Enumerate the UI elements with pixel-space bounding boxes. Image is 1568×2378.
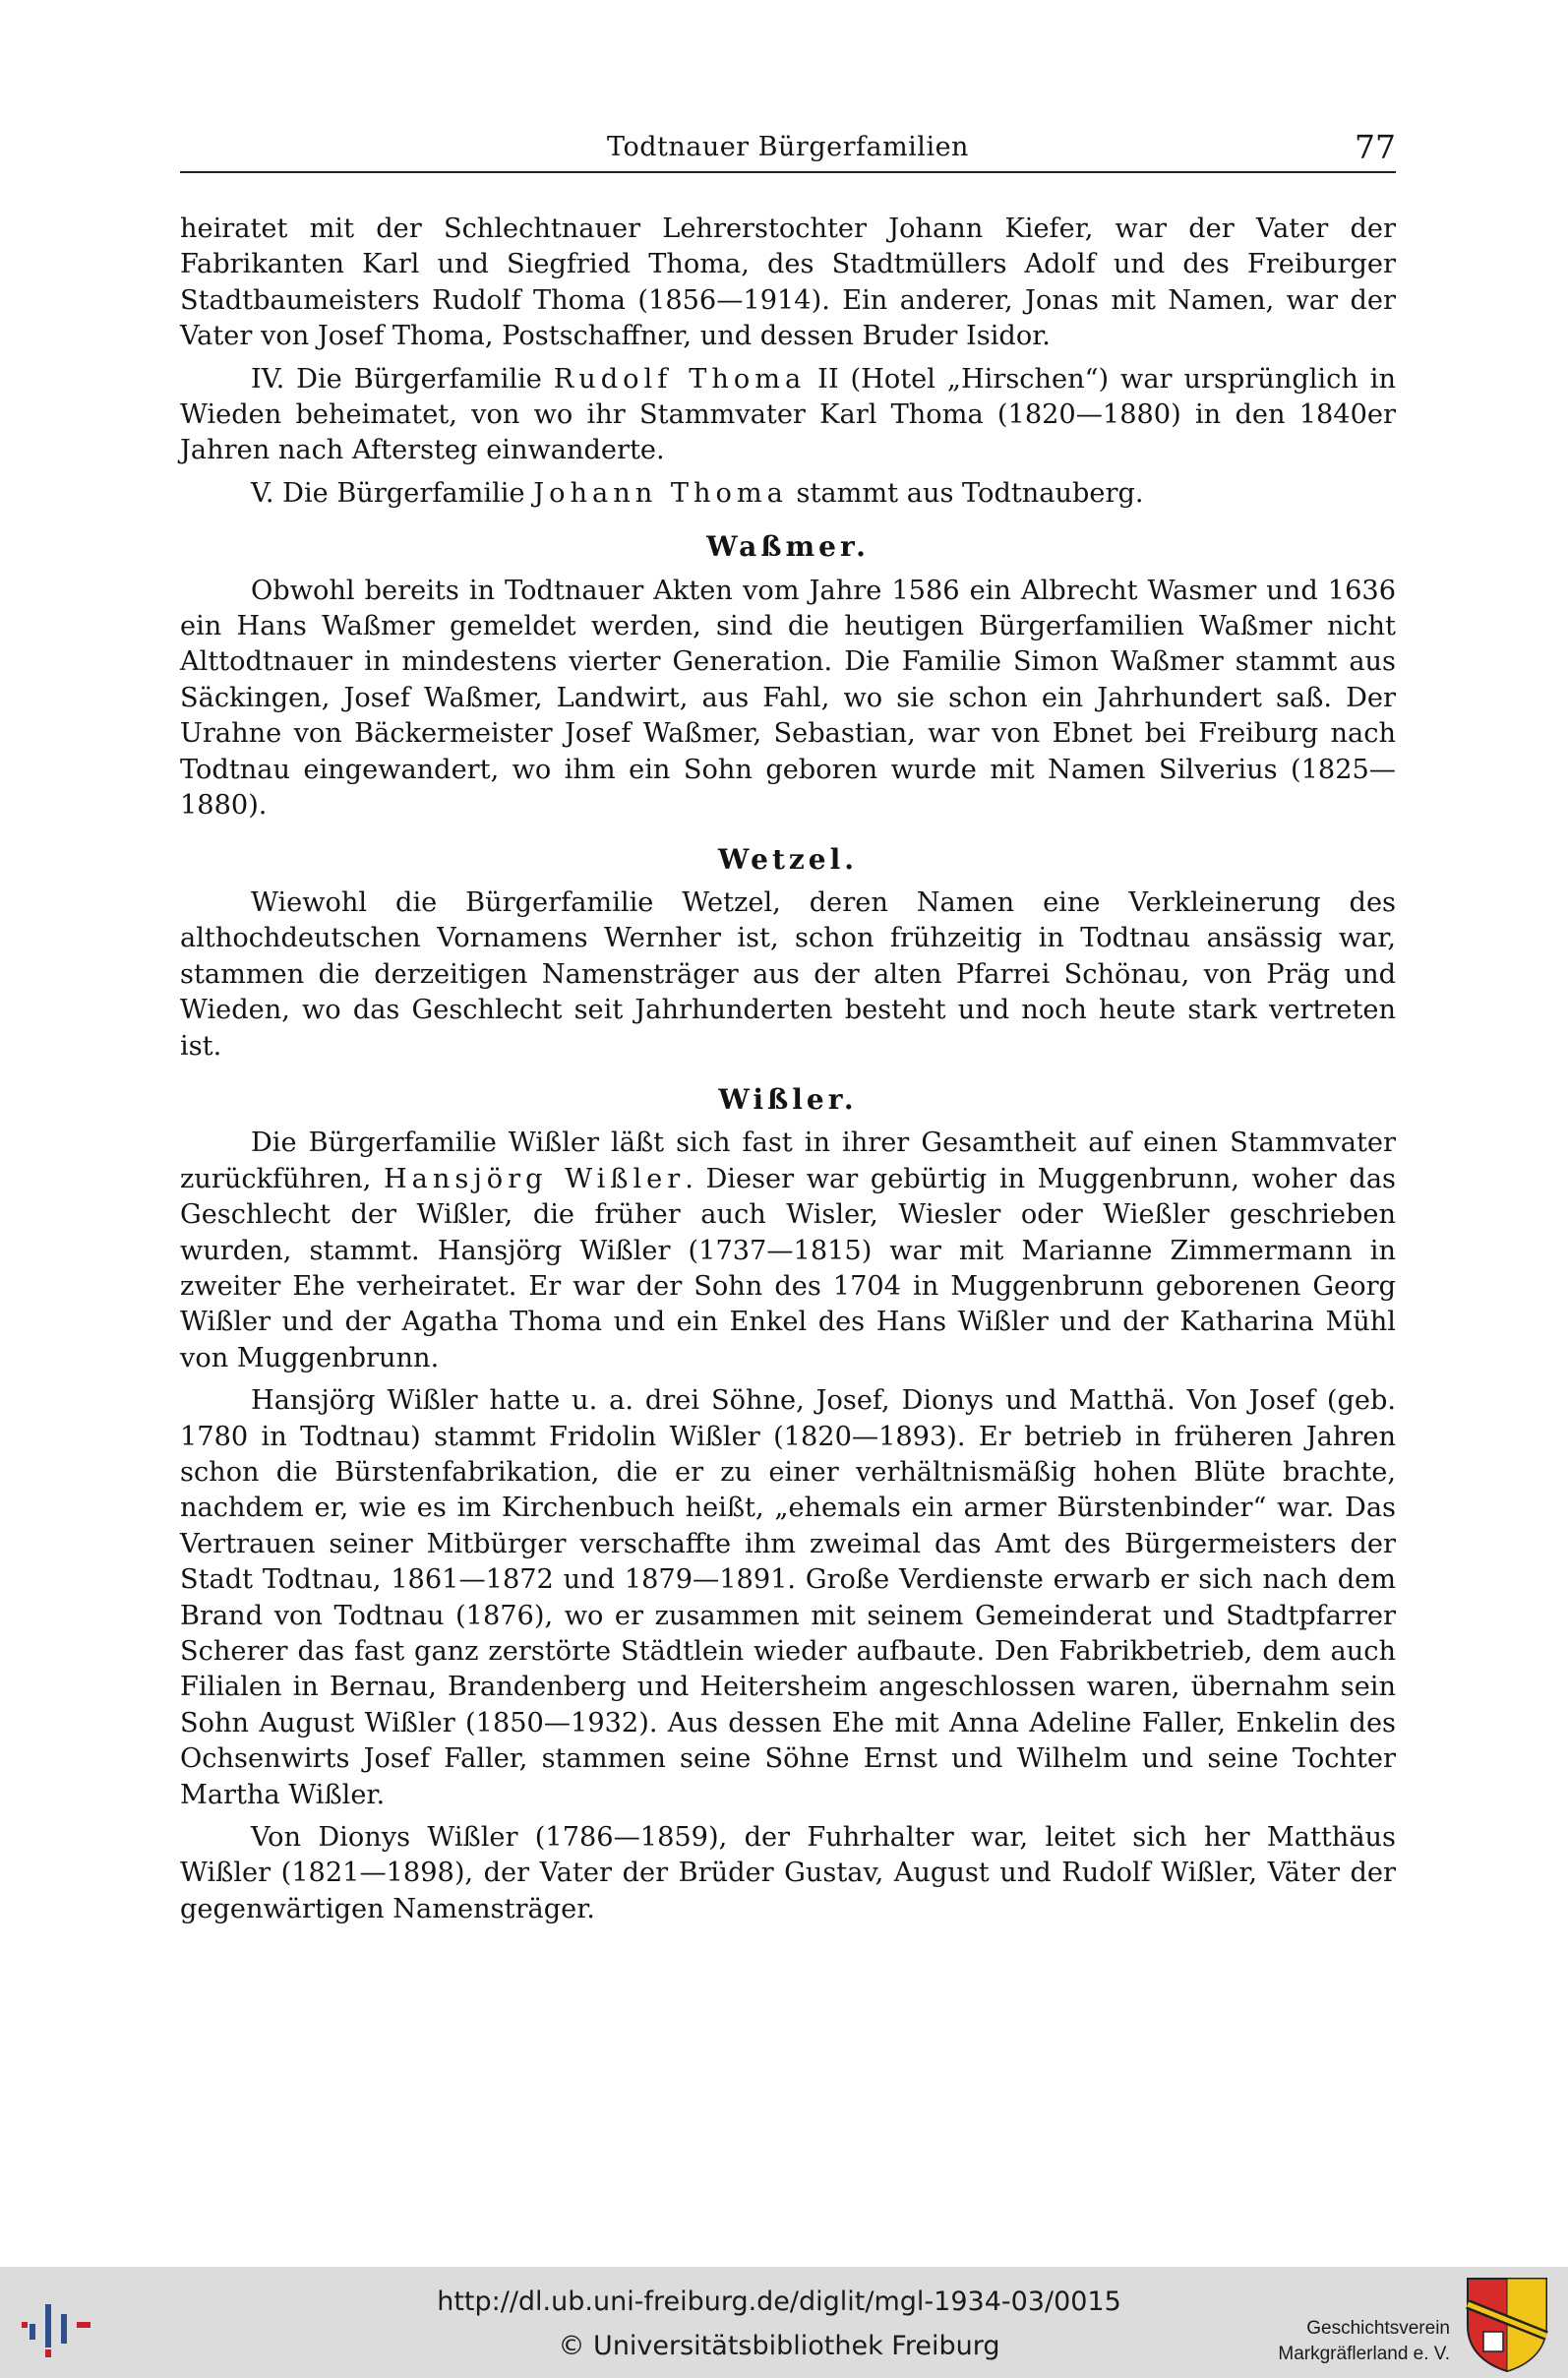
paragraph: Hansjörg Wißler hatte u. a. drei Söhne, Josef, Dionys und Matthä. Von Josef (geb. 1780 in Todtnau) stammt Fridolin Wißler (1820—1893). Er betrieb in früheren Jahren schon die Bürstenfabrikation, die er zu einer verhältnismäßig hohen Blüte brachte, nachdem er, wie es im Kirchenbuch heißt, „ehemals ein armer Bürstenbinder“ war. Das Vertrauen seiner Mitbürger verschaffte ihm zweimal das Amt des Bürgermeisters der Stadt Todtnau, 1861—1872 und 1879—1891. Große Verdienste erwarb er sich nach dem Brand von Todtnau (1876), wo er zusammen mit seinem Gemeinderat und Stadtpfarrer Scherer das fast ganz zerstörte Städtlein wieder aufbaute. Den Fabrikbetrieb, dem auch Filialen in Bernau, Brandenberg und Heitersheim angeschlossen waren, übernahm sein Sohn August Wißler (1850—1932). Aus dessen Ehe mit Anna Adeline Faller, Enkelin des Ochsenwirts Josef Faller, stammen seine Söhne Ernst und Wilhelm und seine Tochter Martha Wißler. — [180, 1385, 1396, 1810]
body-text — [180, 212, 1396, 1927]
copyright-text: © Universitätsbibliothek Freiburg — [558, 2331, 1000, 2361]
paragraph: IV. Die Bürgerfamilie Rudolf Thoma II (Hotel „Hirschen“) war ursprünglich in Wieden beheimatet, von wo ihr Stammvater Karl Thoma (1820—1880) in den 1840er Jahren nach Aftersteg einwanderte. — [180, 363, 1396, 466]
paragraph: Die Bürgerfamilie Wißler läßt sich fast in ihrer Gesamtheit auf einen Stammvater zurückführen, Hansjörg Wißler. Dieser war gebürtig in Muggenbrunn, woher das Geschlecht der Wißler, die früher auch Wisler, Wiesler oder Wießler geschrieben wurden, stammt. Hansjörg Wißler (1737—1815) war mit Marianne Zimmermann in zweiter Ehe verheiratet. Er war der Sohn des 1704 in Muggenbrunn geborenen Georg Wißler und der Agatha Thoma und ein Enkel des Hans Wißler und der Katharina Mühl von Muggenbrunn. — [180, 1128, 1396, 1373]
society-name: Geschichtsverein Markgräflerland e. V. — [1278, 2318, 1450, 2364]
spaced-name: Johann Thoma — [533, 477, 788, 509]
paragraph: V. Die Bürgerfamilie Johann Thoma stammt aus Todtnauberg. — [251, 477, 1144, 509]
paragraph: heiratet mit der Schlechtnauer Lehrerstochter Johann Kiefer, war der Vater der Fabrikanten Karl und Siegfried Thoma, des Stadtmüllers Adolf und des Freiburger Stadtbaumeisters Rudolf Thoma (1856—1914). Ein anderer, Jonas mit Namen, war der Vater von Josef Thoma, Postschaffner, und dessen Bruder Isidor. — [180, 213, 1396, 352]
ub-freiburg-logo-icon[interactable] — [22, 2294, 100, 2357]
permalink-url[interactable]: http://dl.ub.uni-freiburg.de/diglit/mgl-1934-03/0015 — [437, 2287, 1121, 2317]
paragraph: Obwohl bereits in Todtnauer Akten vom Jahre 1586 ein Albrecht Wasmer und 1636 ein Hans Waßmer gemeldet werden, sind die heutigen Bürgerfamilien Waßmer nicht Alttodtnauer in mindestens vierter Generation. Die Familie Simon Waßmer stammt aus Säckingen, Josef Waßmer, Landwirt, aus Fahl, wo sie schon ein Jahrhundert saß. Der Urahne von Bäckermeister Josef Waßmer, Sebastian, war von Ebnet bei Freiburg nach Todtnau eingewandert, wo ihm ein Sohn geboren wurde mit Namen Silverius (1825—1880). — [180, 575, 1396, 822]
running-header — [180, 128, 1396, 173]
spaced-name: Rudolf Thoma — [553, 363, 807, 395]
page-number: 77 — [1355, 128, 1396, 166]
running-title: Todtnauer Bürgerfamilien — [607, 132, 969, 162]
section-heading-wetzel: Wetzel. — [717, 842, 858, 876]
section-heading-wassmer: Waßmer. — [706, 530, 870, 564]
paragraph: Wiewohl die Bürgerfamilie Wetzel, deren Namen eine Verkleinerung des althochdeutschen Vornamens Wernher ist, schon frühzeitig in Todtnau ansässig war, stammen die derzeitigen Namensträger aus der alten Pfarrei Schönau, von Präg und Wieden, wo das Geschlecht seit Jahrhunderten besteht und noch heute stark vertreten ist. — [180, 886, 1396, 1062]
section-heading-wissler: Wißler. — [718, 1082, 858, 1116]
coat-of-arms-icon[interactable] — [1462, 2275, 1552, 2373]
paragraph: Von Dionys Wißler (1786—1859), der Fuhrhalter war, leitet sich her Matthäus Wißler (1821—1898), der Vater der Brüder Gustav, August und Rudolf Wißler, Väter der gegenwärtigen Namensträger. — [180, 1822, 1396, 1924]
viewer-footer — [0, 2267, 1568, 2378]
spaced-name: Hansjörg Wißler — [383, 1163, 686, 1194]
